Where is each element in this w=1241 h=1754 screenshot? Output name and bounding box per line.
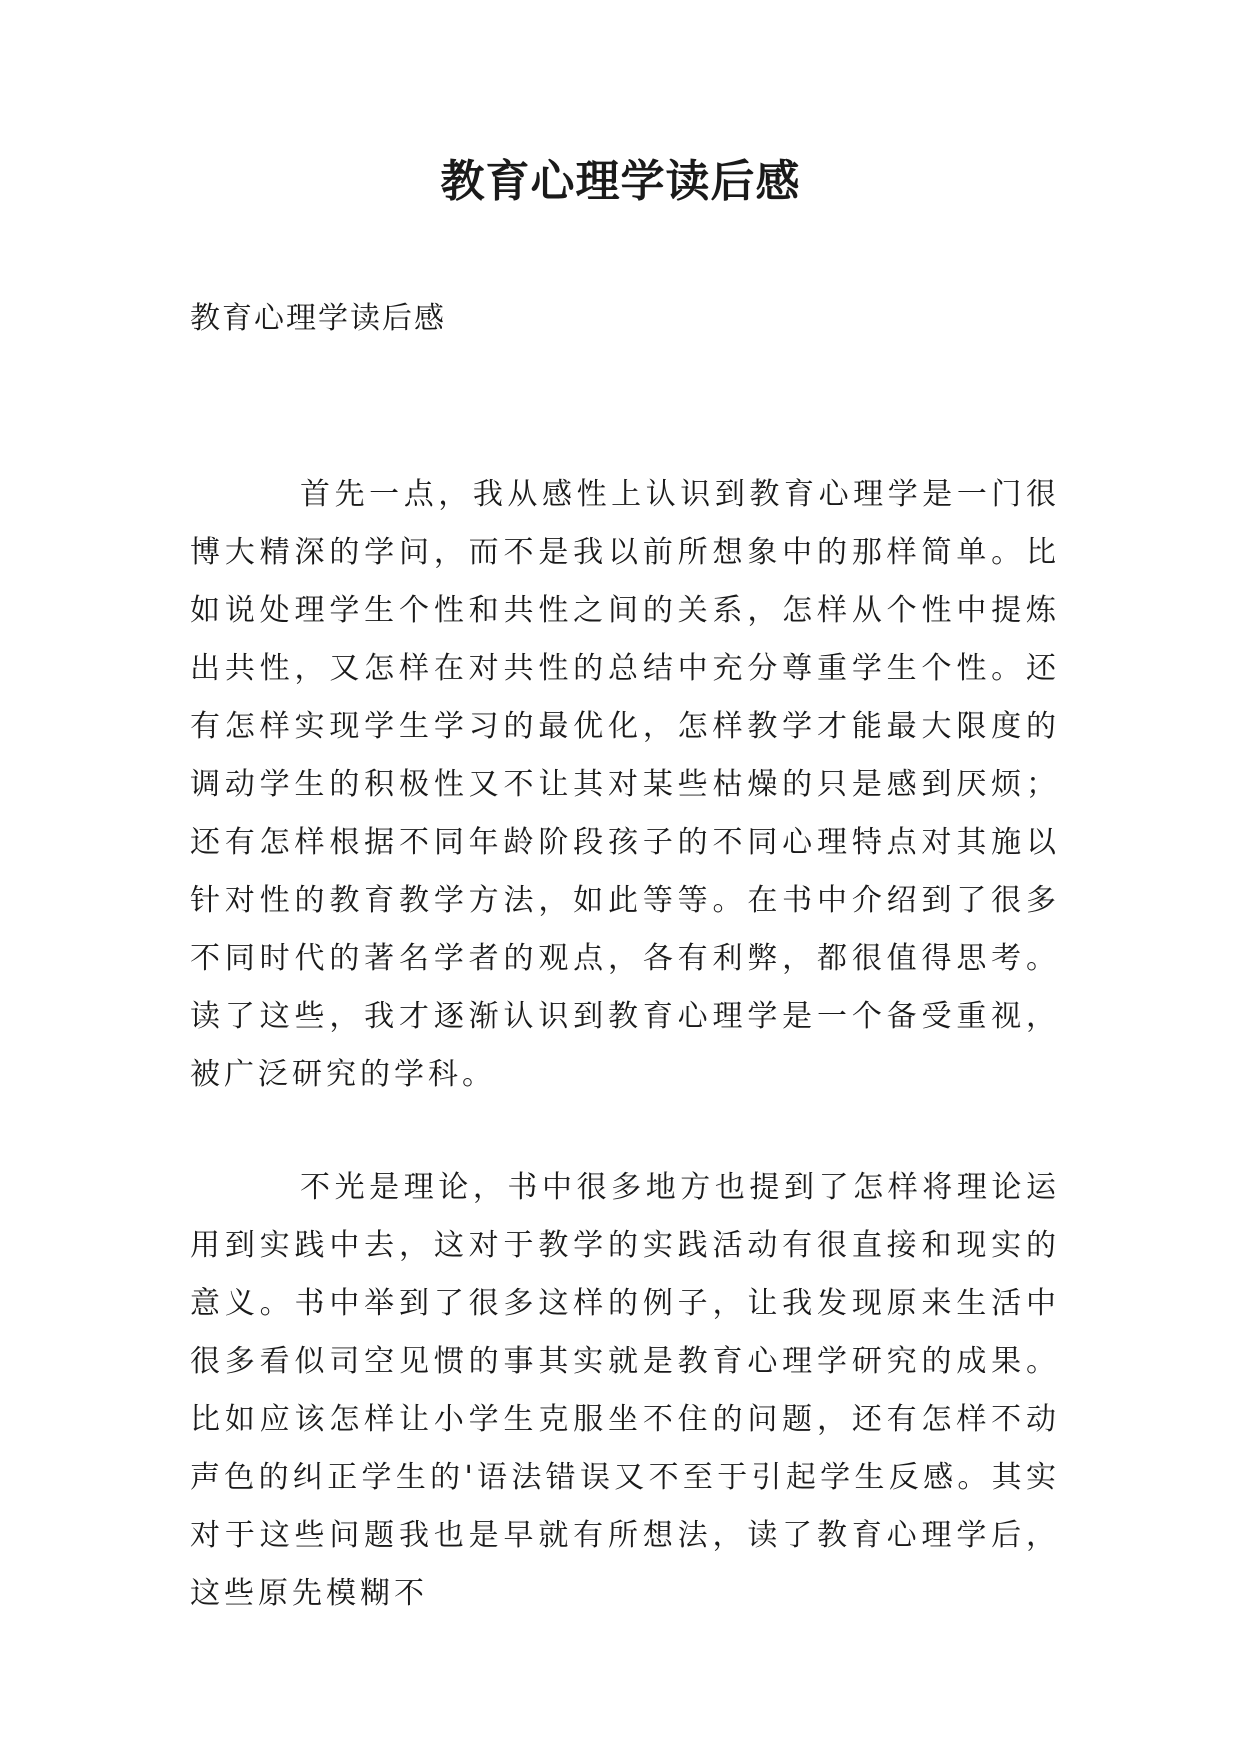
document-subtitle: 教育心理学读后感 bbox=[190, 301, 446, 336]
body-paragraph: 不光是理论，书中很多地方也提到了怎样将理论运用到实践中去，这对于教学的实践活动有很直接和现实的意义。书中举到了很多这样的例子，让我发现原来生活中很多看似司空见惯的事其实就是教育心理学研究的成果。比如应该怎样让小学生克服坐不住的问题，还有怎样不动声色的纠正学生的'语法错误又不至于引起学生反感。其实对于这些问题我也是早就有所想法，读了教育心理学后，这些原先模糊不 bbox=[190, 1170, 1060, 1611]
body-paragraph: 首先一点，我从感性上认识到教育心理学是一门很博大精深的学问，而不是我以前所想象中的那样简单。比如说处理学生个性和共性之间的关系，怎样从个性中提炼出共性，又怎样在对共性的总结中充分尊重学生个性。还有怎样实现学生学习的最优化，怎样教学才能最大限度的调动学生的积极性又不让其对某些枯燥的只是感到厌烦；还有怎样根据不同年龄阶段孩子的不同心理特点对其施以针对性的教育教学方法，如此等等。在书中介绍到了很多不同时代的著名学者的观点，各有利弊，都很值得思考。读了这些，我才逐渐认识到教育心理学是一个备受重视，被广泛研究的学科。 bbox=[190, 477, 1060, 1092]
document-title: 教育心理学读后感 bbox=[440, 156, 801, 207]
